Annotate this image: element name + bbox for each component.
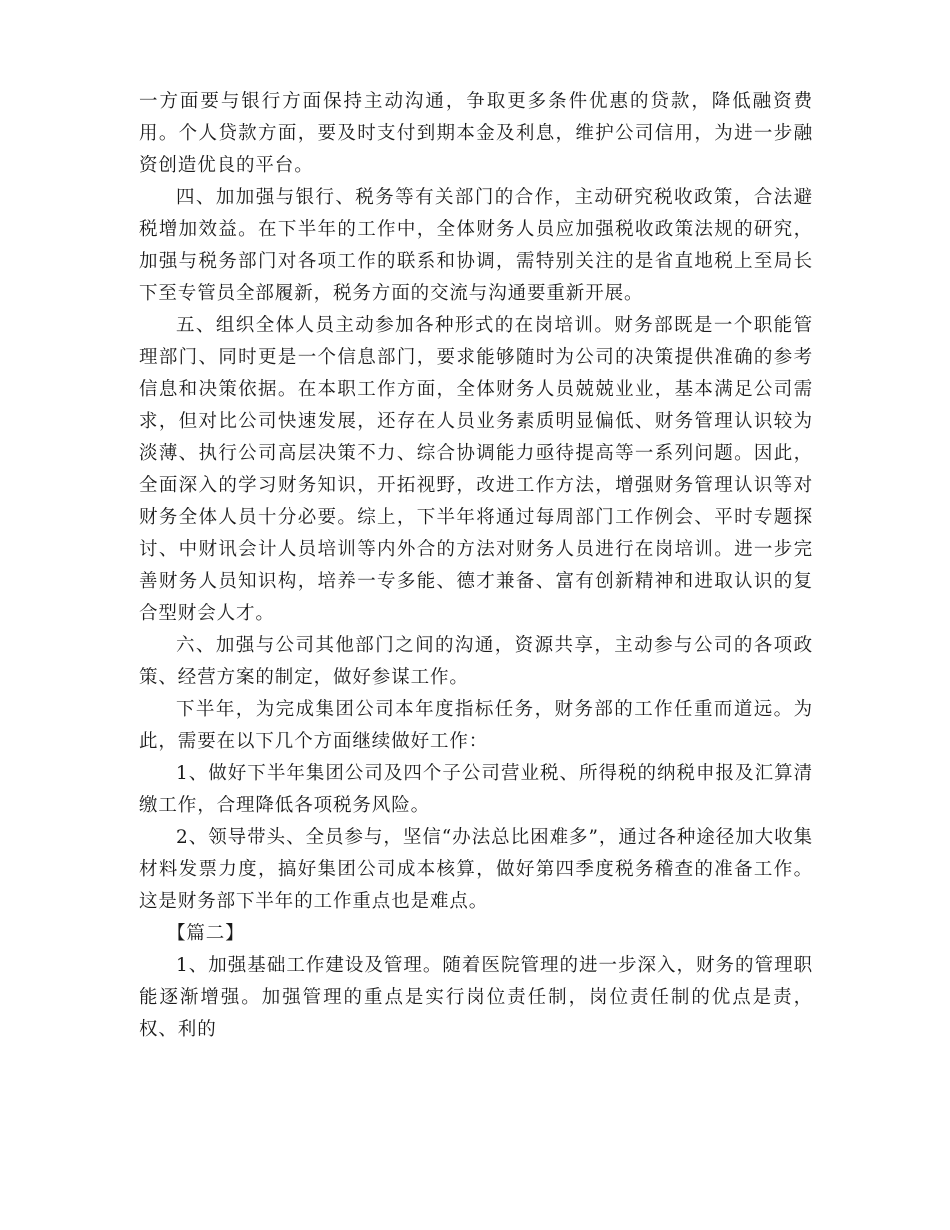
document-body <box>139 86 813 1046</box>
paragraph: 1、做好下半年集团公司及四个子公司营业税、所得税的纳税申报及汇算清缴工作，合理降低各项税务风险。 <box>139 763 813 816</box>
paragraph: 四、加加强与银行、税务等有关部门的合作，主动研究税收政策，合法避税增加效益。在下半年的工作中，全体财务人员应加强税收政策法规的研究，加强与税务部门对各项工作的联系和协调，需特别关注的是省直地税上至局长下至专管员全部履新，税务方面的交流与沟通要重新开展。 <box>139 187 813 304</box>
section-heading: 【篇二】 <box>167 923 245 944</box>
paragraph: 五、组织全体人员主动参加各种形式的在岗培训。财务部既是一个职能管理部门、同时更是一个信息部门，要求能够随时为公司的决策提供准确的参考信息和决策依据。在本职工作方面，全体财务人员兢兢业业，基本满足公司需求，但对比公司快速发展，还存在人员业务素质明显偏低、财务管理认识较为淡薄、执行公司高层决策不力、综合协调能力亟待提高等一系列问题。因此，全面深入的学习财务知识，开拓视野，改进工作方法，增强财务管理认识等对财务全体人员十分必要。综上，下半年将通过每周部门工作例会、平时专题探讨、中财讯会计人员培训等内外合的方法对财务人员进行在岗培训。进一步完善财务人员知识构，培养一专多能、德才兼备、富有创新精神和进取认识的复合型财会人才。 <box>139 315 813 624</box>
paragraph: 1、加强基础工作建设及管理。随着医院管理的进一步深入，财务的管理职能逐渐增强。加强管理的重点是实行岗位责任制，岗位责任制的优点是责，权、利的 <box>139 955 813 1040</box>
paragraph: 2、领导带头、全员参与，坚信“办法总比困难多”，通过各种途径加大收集材料发票力度，搞好集团公司成本核算，做好第四季度税务稽查的准备工作。这是财务部下半年的工作重点也是难点。 <box>139 827 813 912</box>
paragraph: 下半年，为完成集团公司本年度指标任务，财务部的工作任重而道远。为此，需要在以下几个方面继续做好工作： <box>139 699 813 752</box>
paragraph: 六、加强与公司其他部门之间的沟通，资源共享，主动参与公司的各项政策、经营方案的制定，做好参谋工作。 <box>139 635 813 688</box>
paragraph: 一方面要与银行方面保持主动沟通，争取更多条件优惠的贷款，降低融资费用。个人贷款方面，要及时支付到期本金及利息，维护公司信用，为进一步融资创造优良的平台。 <box>139 91 813 176</box>
